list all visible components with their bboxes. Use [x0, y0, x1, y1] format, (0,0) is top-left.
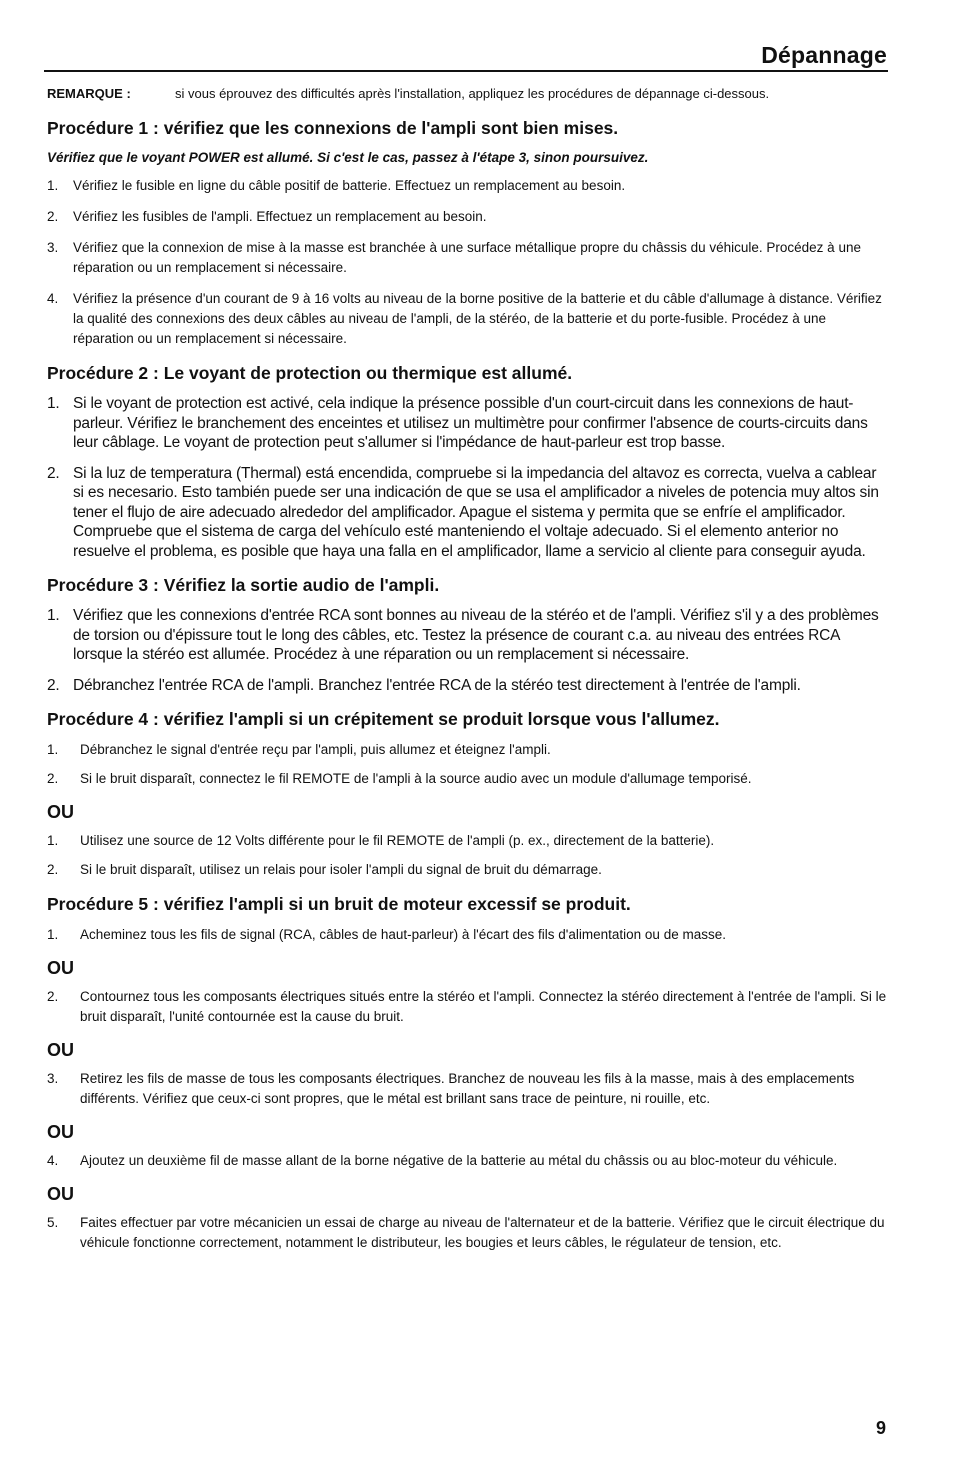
procedure-3-list [47, 606, 887, 695]
remark-label: REMARQUE : [47, 86, 131, 101]
item-number: 2. [47, 676, 60, 694]
list-item [47, 464, 887, 562]
item-text: Vérifiez que la connexion de mise à la masse est branchée à une surface métallique propre du châssis du véhicule. Procédez à une réparation ou un remplacement si nécessaire. [73, 240, 861, 275]
procedure-4-list [47, 740, 887, 789]
item-text: Si le bruit disparaît, utilisez un relais pour isoler l'ampli du signal de bruit du démarrage. [80, 862, 602, 877]
procedure-3-title: Procédure 3 : Vérifiez la sortie audio de l'ampli. [47, 575, 440, 595]
list-item [47, 925, 887, 945]
list-item [47, 1213, 887, 1253]
troubleshooting-content [47, 84, 887, 1265]
item-number: 1. [47, 833, 59, 848]
item-text: Si le bruit disparaît, connectez le fil REMOTE de l'ampli à la source audio avec un module d'allumage temporisé. [80, 771, 752, 786]
procedure-2-list [47, 394, 887, 561]
procedure-1-list [47, 176, 887, 349]
list-item [47, 987, 887, 1027]
item-text: Retirez les fils de masse de tous les composants électriques. Branchez de nouveau les fils à la masse, mais à des emplacements différents. Vérifiez que ceux-ci sont propres, que le métal est brillant sans trace de peinture, ni rouille, etc. [80, 1071, 855, 1106]
item-text: Vérifiez que les connexions d'entrée RCA sont bonnes au niveau de la stéréo et de l'ampli. Vérifiez s'il y a des problèmes de torsion ou d'épissure tout le long des câbles, etc. Testez la présence de courant c.a. au niveau des entrées RCA lorsque la stéréo est allumée. Procédez à une réparation ou un remplacement si nécessaire. [73, 607, 879, 663]
or-separator: OU [47, 1184, 74, 1204]
item-text: Si la luz de temperatura (Thermal) está encendida, compruebe si la impedancia del altavoz es correcta, vuelva a cablear si es necesario. Esto también puede ser una indicación de que se usa el amplificador a niveles de potencia muy altos sin tener el flujo de aire adecuado alrededor del amplificador. Apague el sistema y permita que se enfríe el amplificador. Compruebe que el sistema de carga del vehículo esté manteniendo el voltaje adecuado. Si el elemento anterior no resuelve el problema, es posible que haya una falla en el amplificador, llame a servicio al cliente para conseguir ayuda. [73, 464, 879, 560]
item-text: Vérifiez la présence d'un courant de 9 à 16 volts au niveau de la borne positive de la batterie et du câble d'allumage à distance. Vérifiez la qualité des connexions des deux câbles au niveau de l'ampli, de la stéréo, de la batterie et du porte-fusible. Procédez à une réparation ou un remplacement si nécessaire. [73, 291, 882, 346]
or-separator: OU [47, 802, 74, 822]
item-text: Utilisez une source de 12 Volts différente pour le fil REMOTE de l'ampli (p. ex., directement de la batterie). [80, 833, 715, 848]
procedure-5-title: Procédure 5 : vérifiez l'ampli si un bruit de moteur excessif se produit. [47, 894, 631, 914]
list-item [47, 606, 887, 665]
item-number: 3. [47, 240, 59, 255]
header-rule [44, 70, 888, 72]
list-item [47, 394, 887, 453]
procedure-5-list-1 [47, 925, 887, 945]
item-number: 1. [47, 395, 60, 412]
procedure-5-list-3 [47, 1069, 887, 1109]
item-number: 3. [47, 1071, 59, 1086]
procedure-1-intro: Vérifiez que le voyant POWER est allumé. Si c'est le cas, passez à l'étape 3, sinon poursuivez. [47, 150, 649, 165]
procedure-1-title: Procédure 1 : vérifiez que les connexions de l'ampli sont bien mises. [47, 118, 619, 138]
list-item [47, 1151, 887, 1171]
item-number: 5. [47, 1215, 59, 1230]
item-text: Débranchez le signal d'entrée reçu par l'ampli, puis allumez et éteignez l'ampli. [80, 742, 551, 757]
item-text: Si le voyant de protection est activé, cela indique la présence possible d'un court-circuit dans les connexions de haut-parleur. Vérifiez le branchement des enceintes et utilisez un multimètre pour confirmer l'absence de courts-circuits dans leur câblage. Le voyant de protection peut s'allumer si l'impédance de haut-parleur est trop basse. [73, 395, 868, 451]
list-item [47, 238, 887, 278]
procedure-5-list-2 [47, 987, 887, 1027]
list-item [47, 289, 887, 349]
procedure-4-alt-list [47, 831, 887, 880]
item-text: Acheminez tous les fils de signal (RCA, câbles de haut-parleur) à l'écart des fils d'alimentation ou de masse. [80, 927, 726, 942]
procedure-5-list-5 [47, 1213, 887, 1253]
list-item [47, 676, 887, 696]
item-number: 4. [47, 1153, 59, 1168]
item-number: 2. [47, 209, 59, 224]
procedure-5-list-4 [47, 1151, 887, 1171]
page-number: 9 [875, 1418, 886, 1438]
item-text: Vérifiez les fusibles de l'ampli. Effectuez un remplacement au besoin. [73, 209, 487, 224]
item-number: 1. [47, 927, 59, 942]
procedure-2-title: Procédure 2 : Le voyant de protection ou thermique est allumé. [47, 363, 573, 383]
procedure-4-title: Procédure 4 : vérifiez l'ampli si un crépitement se produit lorsque vous l'allumez. [47, 709, 720, 729]
item-number: 1. [47, 178, 59, 193]
item-number: 1. [47, 742, 59, 757]
item-number: 1. [47, 607, 60, 624]
list-item [47, 176, 887, 196]
item-text: Débranchez l'entrée RCA de l'ampli. Branchez l'entrée RCA de la stéréo test directement à l'entrée de l'ampli. [73, 676, 801, 694]
or-separator: OU [47, 1040, 74, 1060]
item-text: Contournez tous les composants électriques situés entre la stéréo et l'ampli. Connectez la stéréo directement à l'entrée de l'ampli. Si le bruit disparaît, l'unité contournée est la cause du bruit. [80, 989, 887, 1024]
item-text: Vérifiez le fusible en ligne du câble positif de batterie. Effectuez un remplacement au besoin. [73, 178, 626, 193]
remark-text: si vous éprouvez des difficultés après l'installation, appliquez les procédures de dépannage ci-dessous. [175, 86, 770, 101]
or-separator: OU [47, 958, 74, 978]
item-number: 2. [47, 862, 59, 877]
list-item [47, 860, 887, 880]
item-number: 2. [47, 989, 59, 1004]
list-item [47, 769, 887, 789]
remark [47, 84, 887, 104]
list-item [47, 740, 887, 760]
list-item [47, 207, 887, 227]
item-number: 2. [47, 771, 59, 786]
list-item [47, 831, 887, 851]
list-item [47, 1069, 887, 1109]
page-title: Dépannage [761, 42, 887, 68]
item-number: 2. [47, 464, 60, 482]
item-text: Ajoutez un deuxième fil de masse allant de la borne négative de la batterie au métal du châssis ou au bloc-moteur du véhicule. [80, 1153, 838, 1168]
or-separator: OU [47, 1122, 74, 1142]
item-number: 4. [47, 291, 59, 306]
item-text: Faites effectuer par votre mécanicien un essai de charge au niveau de l'alternateur et de la batterie. Vérifiez que le circuit électrique du véhicule fonctionne correctement, notamment le distributeur, les bougies et leurs câbles, le régulateur de tension, etc. [80, 1215, 885, 1250]
